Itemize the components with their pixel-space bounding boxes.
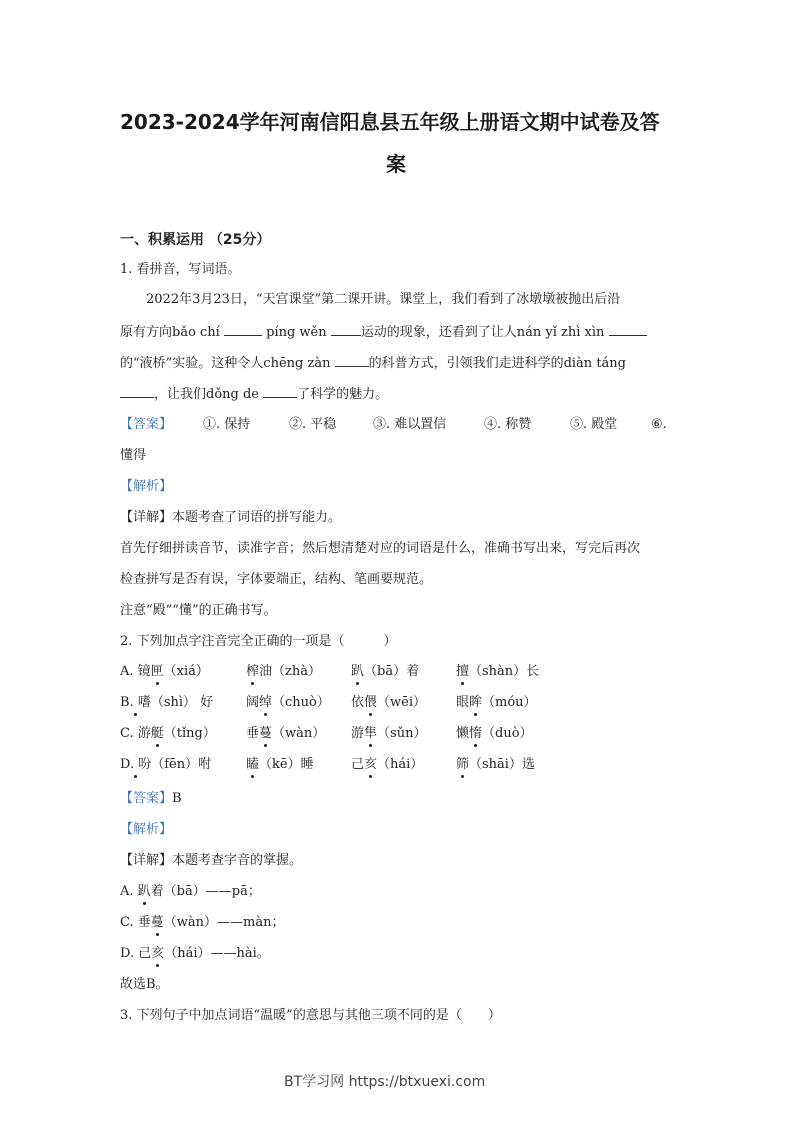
option-text: 依 xyxy=(351,695,365,710)
answer-tag: 【答案】 xyxy=(120,417,173,432)
dotted-char: 亥 xyxy=(364,757,378,772)
passage-text: ，让我们dǒng de xyxy=(154,387,264,402)
option-text: （kē）睡 xyxy=(259,757,314,772)
option-text: D. 吩 xyxy=(120,757,152,772)
option-text: （bā）着 xyxy=(364,664,420,679)
detail-line xyxy=(120,510,341,526)
dotted-char: 榨 xyxy=(246,664,260,679)
option-text: （móu） xyxy=(482,695,537,710)
explanation-note: 注意“殿”“懂”的正确书写。 xyxy=(120,603,277,618)
option-text: A. 镜 xyxy=(120,664,151,679)
passage-text: píng wěn xyxy=(261,325,331,340)
analysis-tag: 【解析】 xyxy=(120,822,173,837)
dotted-char: 蔓 xyxy=(150,915,164,930)
passage-text: 的科普方式，引领我们走进科学的diàn táng xyxy=(368,356,626,371)
passage-text: 运动的现象，还看到了让人nán yǐ zhì xìn xyxy=(360,325,609,340)
option-text: （xiá） xyxy=(163,664,209,679)
passage-text: 了科学的魅力。 xyxy=(297,387,389,402)
dotted-char: 趴 xyxy=(137,884,151,899)
question-2-prompt: 2. 下列加点字注音完全正确的一项是（ ） xyxy=(120,634,397,649)
question-1-passage-line-4 xyxy=(120,385,388,403)
correction-text: （hái）——hài。 xyxy=(164,946,270,961)
dotted-char: 瞌 xyxy=(246,757,260,772)
correction-text: A. xyxy=(120,884,138,899)
option-text: （duò） xyxy=(482,726,533,741)
option-text: 懒 xyxy=(456,726,470,741)
detail-tag: 【详解】 xyxy=(120,853,173,868)
answer-line xyxy=(120,791,182,807)
detail-text: 本题考查字音的掌握。 xyxy=(172,853,303,868)
answer-tag: 【答案】 xyxy=(120,791,173,806)
answer-item: ②. 平稳 xyxy=(289,417,337,432)
dotted-char: 蔓 xyxy=(259,726,273,741)
dotted-char: 亥 xyxy=(151,946,165,961)
correction-text: D. 己 xyxy=(120,946,152,961)
option-text: 阔 xyxy=(246,695,260,710)
option-b-word-3 xyxy=(351,695,426,711)
option-d-word-2 xyxy=(246,757,314,773)
option-text: （wēi） xyxy=(377,695,427,710)
answer-blank-1[interactable] xyxy=(224,323,262,336)
dotted-char: 擅 xyxy=(456,664,470,679)
explanation-line-2: 检查拼写是否有误，字体要端正，结构、笔画要规范。 xyxy=(120,572,433,587)
answer-blank-5[interactable] xyxy=(120,385,154,398)
answer-blank-6[interactable] xyxy=(263,385,297,398)
dotted-char: 绰 xyxy=(259,695,273,710)
analysis-tag: 【解析】 xyxy=(120,479,173,494)
answer-item-cont: 懂得 xyxy=(120,448,147,463)
answer-blank-2[interactable] xyxy=(331,323,361,336)
option-d[interactable] xyxy=(120,757,211,773)
option-a-word-2 xyxy=(246,664,321,680)
option-d-word-3 xyxy=(351,757,423,773)
option-b[interactable] xyxy=(120,695,213,711)
question-1-passage-line-1: 2022年3月23日，“天宫课堂”第二课开讲。课堂上，我们看到了冰墩墩被抛出后沿 xyxy=(146,292,621,307)
option-b-word-4 xyxy=(456,695,537,711)
question-1-passage-line-3 xyxy=(120,354,626,372)
dotted-char: 趴 xyxy=(351,664,365,679)
option-c-word-4 xyxy=(456,726,533,742)
option-text: （shì） 好 xyxy=(150,695,214,710)
detail-text: 本题考查了词语的拼写能力。 xyxy=(172,510,342,525)
answer-item: ③. 难以置信 xyxy=(373,417,447,432)
option-text: （wàn） xyxy=(272,726,326,741)
option-a-word-3 xyxy=(351,664,419,680)
question-1-prompt: 1. 看拼音，写词语。 xyxy=(120,262,241,277)
conclusion: 故选B。 xyxy=(120,977,169,992)
option-text: 游 xyxy=(351,726,365,741)
detail-line xyxy=(120,853,302,869)
option-d-word-4 xyxy=(456,757,535,773)
option-text: （zhà） xyxy=(272,664,322,679)
option-text: （shāi）选 xyxy=(469,757,535,772)
answer-blank-3[interactable] xyxy=(609,323,647,336)
correction-text: 着（bā）——pā； xyxy=(150,884,261,899)
answer-text: B xyxy=(172,791,182,806)
correction-d xyxy=(120,946,270,962)
correction-text: C. 垂 xyxy=(120,915,151,930)
option-text: （chuò） xyxy=(272,695,330,710)
option-text: 己 xyxy=(351,757,365,772)
option-text: 油 xyxy=(259,664,273,679)
option-text: （hái） xyxy=(377,757,424,772)
footer-watermark[interactable]: BT学习网 https://btxuexi.com xyxy=(284,1074,486,1090)
dotted-char: 惰 xyxy=(469,726,483,741)
dotted-char: 艇 xyxy=(150,726,164,741)
question-1-passage-line-2 xyxy=(120,323,647,341)
dotted-char: 筛 xyxy=(456,757,470,772)
option-text: （fēn）咐 xyxy=(151,757,212,772)
page-title: 2023-2024学年河南信阳息县五年级上册语文期中试卷及答 xyxy=(120,110,660,134)
answer-item: ⑤. 殿堂 xyxy=(570,417,618,432)
answer-item: ①. 保持 xyxy=(203,417,251,432)
answer-blank-4[interactable] xyxy=(335,354,369,367)
dotted-char: 偎 xyxy=(364,695,378,710)
option-a-word-4 xyxy=(456,664,539,680)
option-c-word-2 xyxy=(246,726,325,742)
option-a[interactable] xyxy=(120,664,209,680)
page-title-cont: 案 xyxy=(386,152,406,176)
passage-text: 的“液桥”实验。这种令人chēng zàn xyxy=(120,356,335,371)
dotted-char: 隼 xyxy=(364,726,378,741)
dotted-char: 眸 xyxy=(469,695,483,710)
correction-text: （wàn）——màn； xyxy=(163,915,285,930)
option-text: （tǐng） xyxy=(163,726,216,741)
option-text: B. 嗜 xyxy=(120,695,151,710)
option-text: 垂 xyxy=(246,726,260,741)
passage-text: 原有方向bǎo chí xyxy=(120,325,224,340)
question-3-prompt: 3. 下列句子中加点词语“温暖”的意思与其他三项不同的是（ ） xyxy=(120,1008,501,1023)
option-text: 眼 xyxy=(456,695,470,710)
option-c-word-3 xyxy=(351,726,426,742)
option-text: C. 游 xyxy=(120,726,151,741)
answer-item: ⑥. xyxy=(651,417,667,432)
option-text: （sǔn） xyxy=(377,726,427,741)
explanation-line-1: 首先仔细拼读音节，读准字音；然后想清楚对应的词语是什么，准确书写出来，写完后再次 xyxy=(120,541,641,556)
dotted-char: 匣 xyxy=(150,664,164,679)
option-c[interactable] xyxy=(120,726,216,742)
answer-item: ④. 称赞 xyxy=(484,417,532,432)
section-heading: 一、积累运用 （25分） xyxy=(120,232,271,248)
correction-c xyxy=(120,915,284,931)
detail-tag: 【详解】 xyxy=(120,510,173,525)
option-text: （shàn）长 xyxy=(469,664,540,679)
correction-a xyxy=(120,884,261,900)
option-b-word-2 xyxy=(246,695,330,711)
